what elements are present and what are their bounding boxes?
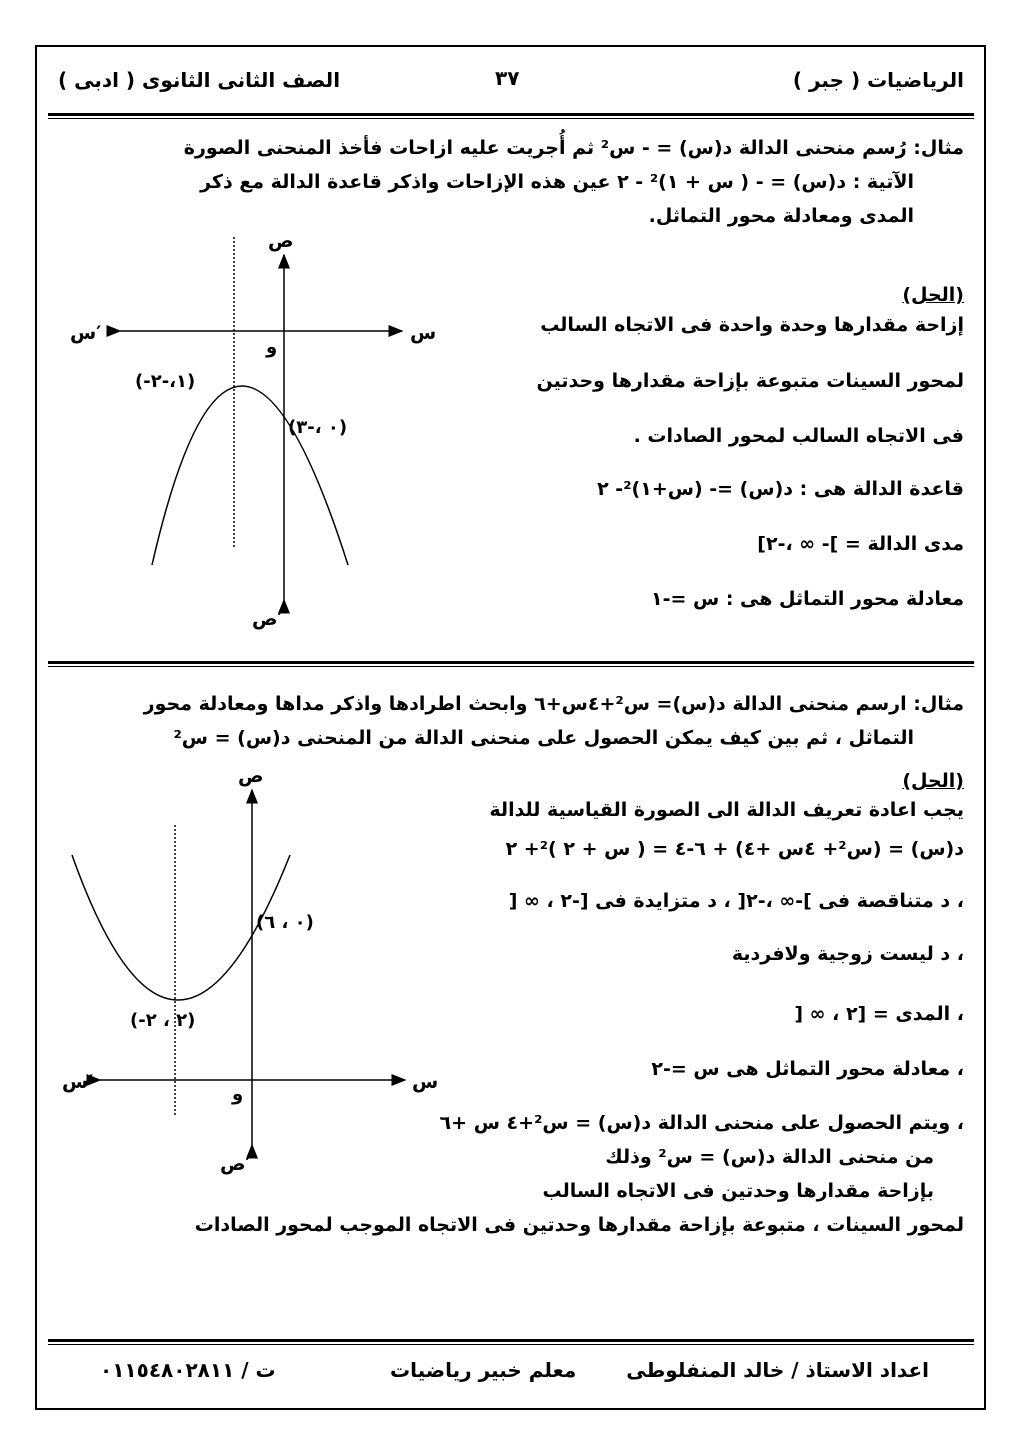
ex1-graph bbox=[60, 225, 460, 645]
ex2-line1: مثال: ارسم منحنى الدالة د(س)= س²+٤س+٦ وابحث اطرادها واذكر مداها ومعادلة محور bbox=[143, 693, 964, 715]
ex2-y-neg-label: ص′ bbox=[220, 1153, 251, 1175]
ex2-derivation4: لمحور السينات ، متبوعة بإزاحة مقدارها وحدتين فى الاتجاه الموجب لمحور الصادات bbox=[194, 1214, 964, 1236]
ex1-intercept-label: (٠ ،-٣) bbox=[288, 417, 348, 438]
ex1-line3: المدى ومعادلة محور التماثل. bbox=[648, 205, 914, 227]
ex2-derivation1: ، ويتم الحصول على منحنى الدالة د(س) = س²+٤ س +٦ bbox=[439, 1112, 964, 1134]
header-subject: الرياضيات ( جبر ) bbox=[792, 68, 964, 92]
ex1-axis: معادلة محور التماثل هى : س =-١ bbox=[650, 588, 964, 610]
ex1-step3: فى الاتجاه السالب لمحور الصادات . bbox=[633, 425, 964, 447]
ex2-step1: يجب اعادة تعريف الدالة الى الصورة القياسية للدالة bbox=[489, 799, 964, 821]
footer-author: اعداد الاستاذ / خالد المنفلوطى bbox=[626, 1358, 929, 1382]
footer-phone: ت / ٠١١٥٤٨٠٢٨١١ bbox=[100, 1358, 276, 1382]
ex2-intercept-label: (٠ ، ٦) bbox=[256, 912, 314, 933]
ex2-origin-label: و bbox=[232, 1084, 244, 1105]
ex1-line1: مثال: رُسم منحنى الدالة د(س) = - س² ثم أُجريت عليه ازاحات فأخذ المنحنى الصورة bbox=[183, 137, 964, 159]
ex1-solution-label: (الحل) bbox=[902, 284, 964, 306]
ex2-vertex-label: (-٢ ، ٢) bbox=[130, 1010, 196, 1031]
ex2-range: ، المدى = [٢ ، ∞ [ bbox=[794, 1003, 964, 1025]
ex2-x-label: س bbox=[412, 1071, 439, 1093]
ex1-parabola bbox=[152, 386, 348, 565]
ex1-y-neg-label: ص′ bbox=[252, 608, 283, 630]
ex2-x-neg-label: س′ bbox=[62, 1071, 94, 1093]
ex2-step2: د(س) = (س²+ ٤س +٤) + ٦-٤ = ( س + ٢ )²+ ٢ bbox=[505, 838, 964, 860]
ex2-parity: ، د ليست زوجية ولافردية bbox=[731, 943, 964, 965]
ex1-rule: قاعدة الدالة هى : د(س) =- (س+١)²- ٢ bbox=[597, 478, 964, 500]
divider bbox=[48, 1339, 974, 1345]
ex1-x-label: س bbox=[410, 322, 437, 344]
ex1-y-label: ص bbox=[268, 230, 294, 252]
ex1-vertex-label: (-١،-٢) bbox=[135, 371, 196, 392]
divider bbox=[48, 113, 974, 119]
ex2-line2: التماثل ، ثم بين كيف يمكن الحصول على منحنى الدالة من المنحنى د(س) = س² bbox=[173, 727, 914, 749]
ex2-derivation2: من منحنى الدالة د(س) = س² وذلك bbox=[605, 1146, 934, 1168]
ex2-axis: ، معادلة محور التماثل هى س =-٢ bbox=[651, 1058, 964, 1080]
ex1-origin-label: و bbox=[266, 337, 278, 358]
ex2-derivation3: بإزاحة مقدارها وحدتين فى الاتجاه السالب bbox=[542, 1180, 934, 1202]
ex2-graph bbox=[60, 760, 460, 1180]
ex1-line2: الآتية : د(س) = - ( س + ١)² - ٢ عين هذه الإزاحات واذكر قاعدة الدالة مع ذكر bbox=[200, 171, 914, 193]
ex2-solution-label: (الحل) bbox=[902, 770, 964, 792]
ex1-step1: إزاحة مقدارها وحدة واحدة فى الاتجاه السالب bbox=[540, 314, 964, 336]
ex2-y-label: ص bbox=[238, 765, 264, 787]
ex1-step2: لمحور السينات متبوعة بإزاحة مقدارها وحدتين bbox=[536, 370, 964, 392]
ex1-x-neg-label: س′ bbox=[70, 322, 102, 344]
header-grade: الصف الثانى الثانوى ( ادبى ) bbox=[58, 68, 341, 92]
ex2-monotonic: ، د متناقصة فى ]-∞ ،-٢[ ، د متزايدة فى [-٢ ، ∞ [ bbox=[508, 890, 964, 912]
footer-role: معلم خبير رياضيات bbox=[390, 1358, 577, 1382]
divider bbox=[48, 661, 974, 667]
page-number: ٣٧ bbox=[495, 66, 520, 90]
ex1-range: مدى الدالة = ]- ∞ ،-٢] bbox=[757, 533, 964, 555]
